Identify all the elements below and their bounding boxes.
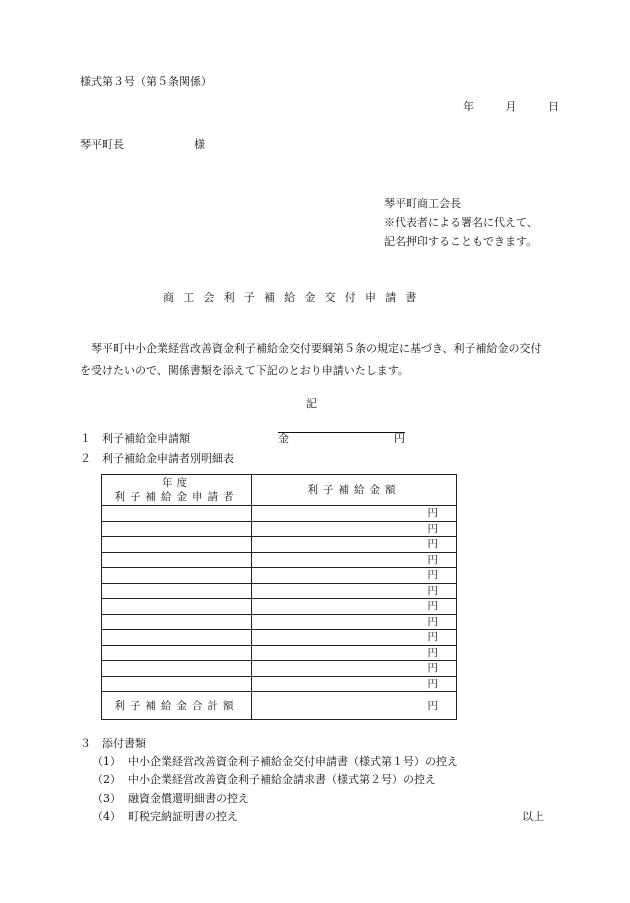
- item-2: [80, 452, 234, 466]
- amount-cell[interactable]: [252, 506, 457, 522]
- yen-unit: 円: [427, 538, 438, 551]
- yen-unit: 円: [427, 646, 438, 659]
- amount-cell[interactable]: [252, 614, 457, 630]
- date-day: 日: [548, 100, 559, 113]
- item-3-number: ３: [80, 737, 91, 750]
- yen-unit: 円: [427, 522, 438, 535]
- amount-cell[interactable]: [252, 661, 457, 677]
- applicant-cell[interactable]: [102, 614, 252, 630]
- attachment-text: 中小企業経営改善資金利子補給金交付申請書（様式第１号）の控え: [128, 755, 458, 768]
- table-row: [102, 645, 457, 661]
- amount-cell[interactable]: [252, 583, 457, 599]
- applicant-cell[interactable]: [102, 521, 252, 537]
- body-paragraph: [80, 338, 550, 382]
- table-row: [102, 583, 457, 599]
- amount-field[interactable]: [278, 432, 405, 445]
- table-row: [102, 506, 457, 522]
- table-row: [102, 630, 457, 646]
- table-row: [102, 661, 457, 677]
- table-row: [102, 599, 457, 615]
- total-label: 利子補給金合計額: [102, 692, 252, 720]
- applicant-cell[interactable]: [102, 506, 252, 522]
- applicant-line-1: 琴平町商工会長: [384, 197, 461, 210]
- applicant-cell[interactable]: [102, 661, 252, 677]
- item-1: [80, 432, 405, 446]
- recipient-suffix: 様: [194, 138, 205, 151]
- table-row: [102, 521, 457, 537]
- header-applicant: 利子補給金申請者: [114, 491, 239, 503]
- table-header-row: [102, 475, 457, 506]
- table-row: [102, 614, 457, 630]
- attachment-item: [92, 810, 238, 824]
- yen-unit: 円: [427, 699, 438, 712]
- item-3-label: 添付書類: [102, 737, 146, 750]
- attachment-number: （1）: [92, 755, 121, 768]
- amount-cell[interactable]: [252, 552, 457, 568]
- applicant-cell[interactable]: [102, 568, 252, 584]
- amount-unit: 円: [394, 432, 405, 445]
- amount-cell[interactable]: [252, 599, 457, 615]
- applicant-block: [384, 194, 538, 251]
- attachment-item: [92, 773, 436, 787]
- attachment-item: [92, 792, 249, 806]
- applicant-cell[interactable]: [102, 583, 252, 599]
- yen-unit: 円: [427, 615, 438, 628]
- yen-unit: 円: [427, 631, 438, 644]
- yen-unit: 円: [427, 569, 438, 582]
- applicant-cell[interactable]: [102, 676, 252, 692]
- yen-unit: 円: [427, 677, 438, 690]
- form-number: 様式第３号（第５条関係）: [80, 75, 212, 88]
- closing-text: 以上: [522, 810, 544, 823]
- document-title: 商工会利子補給金交付申請書: [163, 291, 426, 304]
- yen-unit: 円: [427, 662, 438, 675]
- applicant-line-2: ※代表者による署名に代えて、: [384, 216, 538, 229]
- amount-cell[interactable]: [252, 645, 457, 661]
- item-2-number: ２: [80, 452, 91, 465]
- applicant-cell[interactable]: [102, 645, 252, 661]
- attachment-text: 融資金償還明細書の控え: [128, 792, 249, 805]
- amount-cell[interactable]: [252, 676, 457, 692]
- recipient-line: [80, 138, 205, 152]
- attachment-text: 町税完納証明書の控え: [128, 810, 238, 823]
- applicant-cell[interactable]: [102, 537, 252, 553]
- header-amount: 利子補給金額: [252, 475, 457, 506]
- table-row: [102, 676, 457, 692]
- amount-prefix: 金: [278, 432, 289, 445]
- applicant-cell[interactable]: [102, 599, 252, 615]
- table-row: [102, 552, 457, 568]
- ki-heading: 記: [306, 397, 317, 410]
- item-3: [80, 737, 146, 751]
- recipient-name: 琴平町長: [80, 138, 124, 151]
- yen-unit: 円: [427, 553, 438, 566]
- amount-cell[interactable]: [252, 568, 457, 584]
- total-amount-cell[interactable]: [252, 692, 457, 720]
- attachment-number: （4）: [92, 810, 121, 823]
- date-month: 月: [505, 100, 517, 113]
- header-applicant-cell: [102, 475, 252, 506]
- item-1-label: 利子補給金申請額: [102, 432, 190, 445]
- detail-table: [101, 474, 457, 720]
- applicant-line-3: 記名押印することもできます。: [384, 235, 538, 248]
- item-2-label: 利子補給金申請者別明細表: [102, 452, 234, 465]
- table-row: [102, 568, 457, 584]
- date-year: 年: [463, 100, 474, 113]
- yen-unit: 円: [427, 600, 438, 613]
- attachment-text: 中小企業経営改善資金利子補給金請求書（様式第２号）の控え: [128, 773, 436, 786]
- applicant-cell[interactable]: [102, 552, 252, 568]
- body-text: 琴平町中小企業経営改善資金利子補給金交付要綱第５条の規定に基づき、利子補給金の交付を受けたいので、関係書類を添えて下記のとおり申請いたします。: [80, 342, 542, 377]
- item-1-number: １: [80, 432, 91, 445]
- header-year: 年度: [162, 477, 191, 489]
- yen-unit: 円: [427, 584, 438, 597]
- amount-cell[interactable]: [252, 630, 457, 646]
- attachment-number: （2）: [92, 773, 121, 786]
- table-total-row: [102, 692, 457, 720]
- amount-cell[interactable]: [252, 537, 457, 553]
- attachment-number: （3）: [92, 792, 121, 805]
- applicant-cell[interactable]: [102, 630, 252, 646]
- attachment-item: [92, 755, 458, 769]
- amount-cell[interactable]: [252, 521, 457, 537]
- yen-unit: 円: [427, 507, 438, 520]
- table-row: [102, 537, 457, 553]
- date-line: [463, 100, 559, 114]
